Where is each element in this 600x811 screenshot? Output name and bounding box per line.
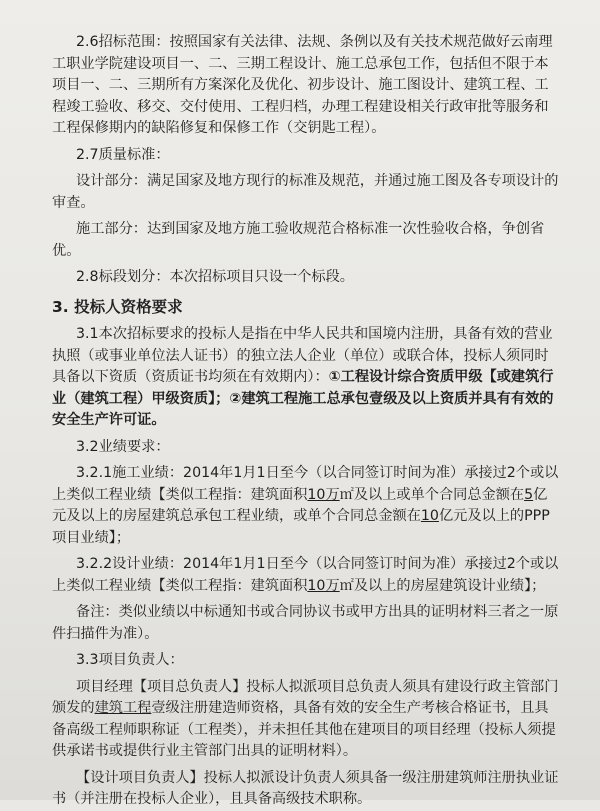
section-3-3-title: 3.3项目负责人：	[76, 652, 184, 668]
pm-text-a: 项目经理【项目总负责人】投标人拟派项目总负责人须具有建设行政主管部门颁发的	[52, 678, 559, 716]
s322-text-a: 3.2.2设计业绩：2014年1月1日至今（以合同签订时间为准）承接过2个或以上类似工程业绩【类似工程指：建筑面积	[52, 556, 559, 594]
section-3-2-2	[52, 554, 560, 597]
s321-area: 10万	[307, 486, 340, 503]
quality-design: 设计部分：满足国家及地方现行的标准及规范，并通过施工图及各专项设计的审查。	[52, 173, 559, 211]
section-3-heading: 3. 投标人资格要求	[52, 297, 183, 316]
s321-text-c: 亿元及以上的房屋建筑总承包工程业绩，或单个合同总金额在	[52, 486, 548, 524]
s321-amount: 5	[524, 486, 534, 503]
section-3-2-1	[52, 463, 560, 549]
s321-text-a: 3.2.1施工业绩：2014年1月1日至今（以合同签订时间为准）承接过2个或以上类似工程业绩【类似工程指：建筑面积	[52, 465, 559, 503]
quality-construction: 施工部分：达到国家及地方施工验收规范合格标准一次性验收合格，争创省优。	[52, 221, 545, 259]
design-lead-requirements: 【设计项目负责人】投标人拟派设计负责人须具备一级注册建筑师注册执业证书（并注册在投标人企业），且具备高级技术职称。	[52, 769, 559, 807]
section-3-1-text: 3.1本次招标要求的投标人是指在中华人民共和国境内注册，具备有效的营业执照（或事业单位法人证书）的独立法人企业（单位）或联合体，投标人须同时具备以下资质（资质证书均须在有效期内）：	[52, 326, 553, 385]
s322-text-b: ㎡及以上的房屋建筑设计业绩】；	[339, 577, 546, 594]
section-2-6-text: 按照国家有关法律、法规、条例以及有关技术规范做好云南理工职业学院建设项目一、二、三期工程设计、施工总承包工作，包括但不限于本项目一、二、三期所有方案深化及优化、初步设计、施工图设计、建筑工程、工程竣工验收、移交、交付使用、工程归档，办理工程建设相关行政审批等服务和工程保修期内的缺陷修复和保修工作（交钥匙工程）。	[52, 34, 553, 136]
section-3-1-qualifications: ①工程设计综合资质甲级【或建筑行业（建筑工程）甲级资质】；②建筑工程施工总承包壹级及以上资质并具有有效的安全生产许可证。	[52, 369, 554, 428]
section-2-6-label: 2.6招标范围：	[76, 34, 170, 50]
s321-text-b: ㎡及以上或单个合同总金额在	[339, 486, 525, 503]
section-2-8: 2.8标段划分：本次招标项目只设一个标段。	[76, 269, 354, 285]
section-3-1	[52, 324, 560, 432]
pm-text-c: 壹级注册建造师资格，具备有效的安全生产考核合格证书，且具备高级工程师职称证（工程类），并未担任其他在建项目的项目经理（投标人须提供承诺书或提供行业主管部门出具的证明材料）。	[52, 700, 556, 759]
pm-construction-field: 建筑工程	[94, 700, 152, 716]
section-3-2-title: 3.2业绩要求：	[76, 438, 170, 455]
section-3-2-note: 备注：类似业绩以中标通知书或合同协议书或甲方出具的证明材料三者之一原件扫描件为准）。	[52, 604, 559, 642]
s322-area: 10万	[307, 577, 340, 594]
section-2-6	[52, 32, 560, 140]
project-manager-requirements	[52, 677, 560, 763]
section-2-7-title: 2.7质量标准：	[76, 146, 170, 163]
s321-ppp-amount: 10	[420, 508, 439, 524]
s321-text-d: 亿元及以上的PPP项目业绩】；	[52, 508, 550, 546]
